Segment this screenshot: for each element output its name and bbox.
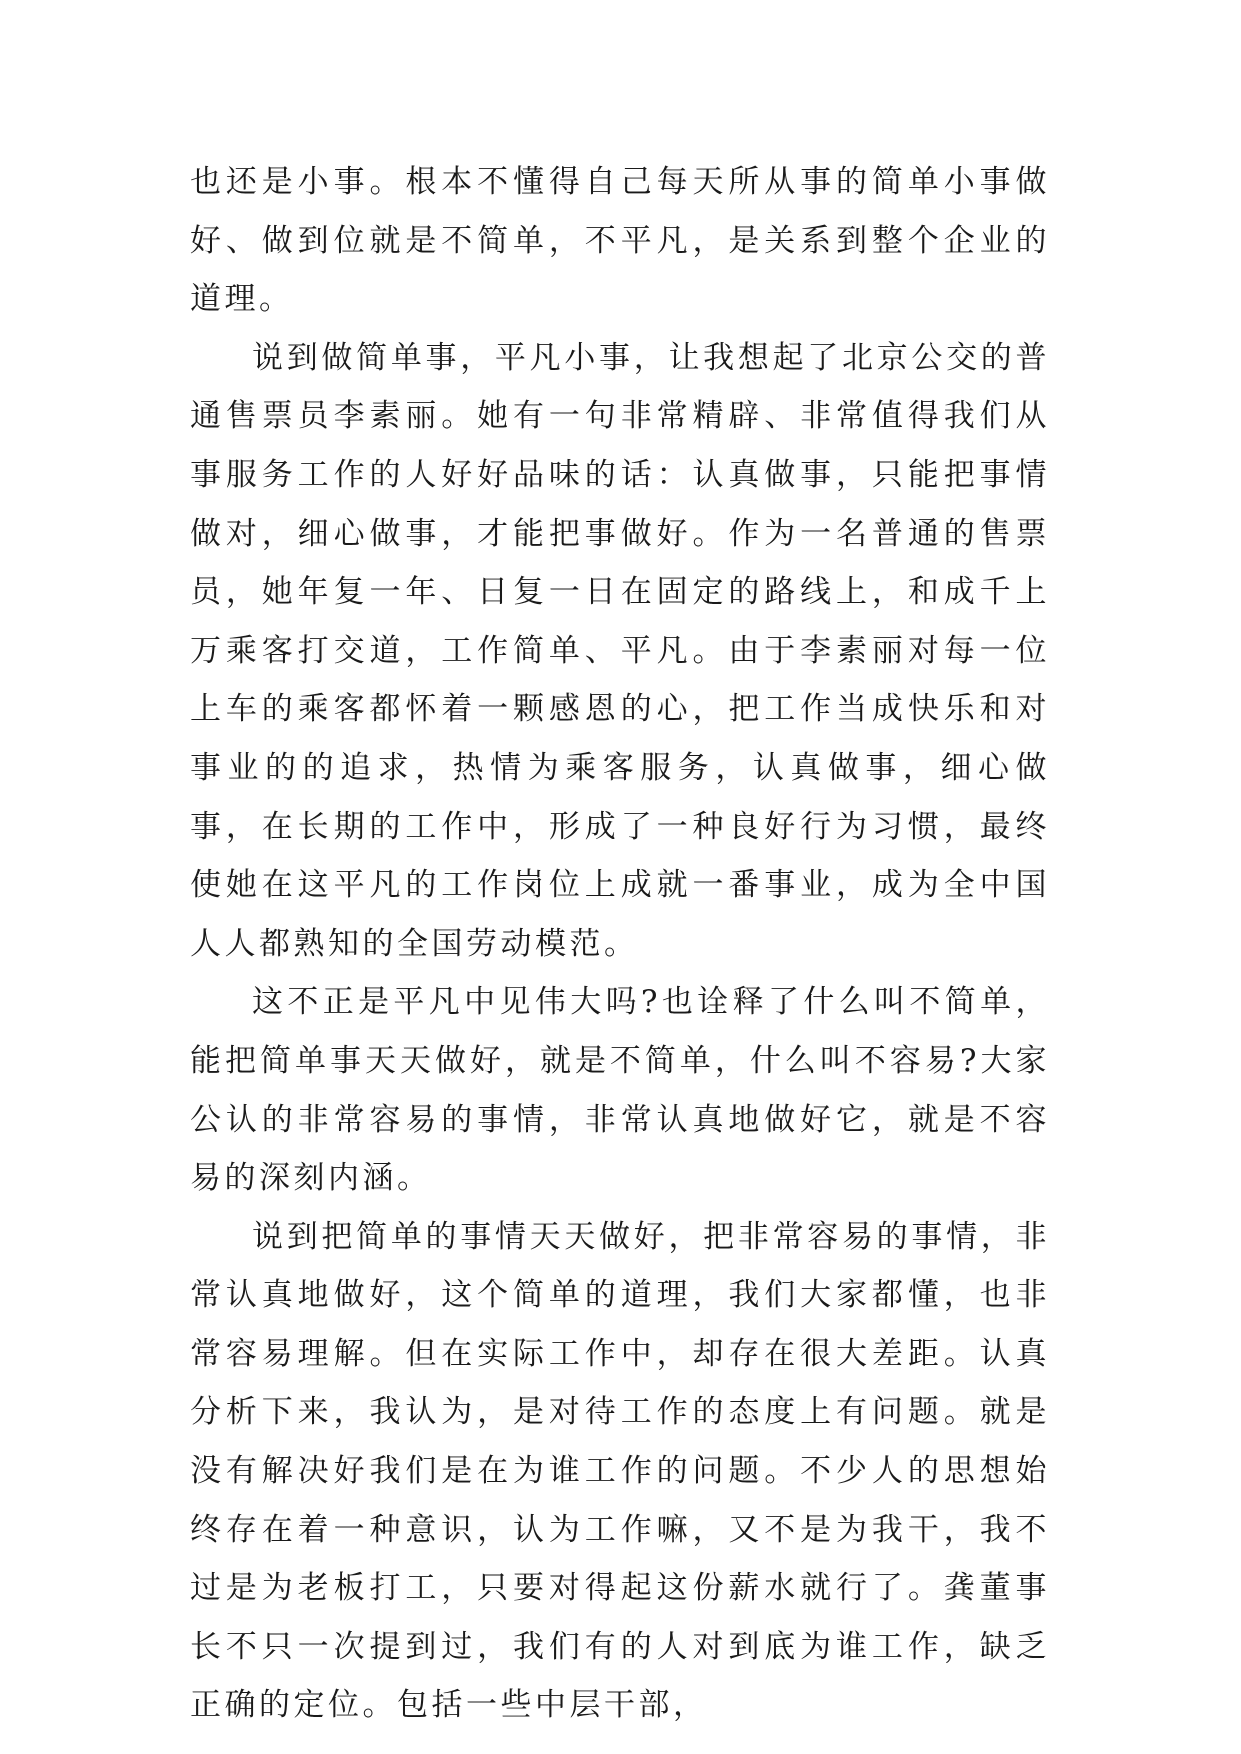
document-body — [190, 153, 1050, 1735]
paragraph-continuation: 也还是小事。根本不懂得自己每天所从事的简单小事做好、做到位就是不简单，不平凡，是关系到整个企业的道理。 — [190, 164, 1050, 318]
paragraph-greatness-in-ordinary: 这不正是平凡中见伟大吗?也诠释了什么叫不简单，能把简单事天天做好，就是不简单，什么叫不容易?大家公认的非常容易的事情，非常认真地做好它，就是不容易的深刻内涵。 — [190, 984, 1050, 1197]
paragraph-li-suli: 说到做简单事，平凡小事，让我想起了北京公交的普通售票员李素丽。她有一句非常精辟、非常值得我们从事服务工作的人好好品味的话：认真做事，只能把事情做对，细心做事，才能把事做好。作为一名普通的售票员，她年复一年、日复一日在固定的路线上，和成千上万乘客打交道，工作简单、平凡。由于李素丽对每一位上车的乘客都怀着一颗感恩的心，把工作当成快乐和对事业的的追求，热情为乘客服务，认真做事，细心做事，在长期的工作中，形成了一种良好行为习惯，最终使她在这平凡的工作岗位上成就一番事业，成为全中国人人都熟知的全国劳动模范。 — [190, 339, 1050, 962]
paragraph-work-attitude: 说到把简单的事情天天做好，把非常容易的事情，非常认真地做好，这个简单的道理，我们大家都懂，也非常容易理解。但在实际工作中，却存在很大差距。认真分析下来，我认为，是对待工作的态度上有问题。就是没有解决好我们是在为谁工作的问题。不少人的思想始终存在着一种意识，认为工作嘛，又不是为我干，我不过是为老板打工，只要对得起这份薪水就行了。龚董事长不只一次提到过，我们有的人对到底为谁工作，缺乏正确的定位。包括一些中层干部， — [190, 1218, 1050, 1724]
